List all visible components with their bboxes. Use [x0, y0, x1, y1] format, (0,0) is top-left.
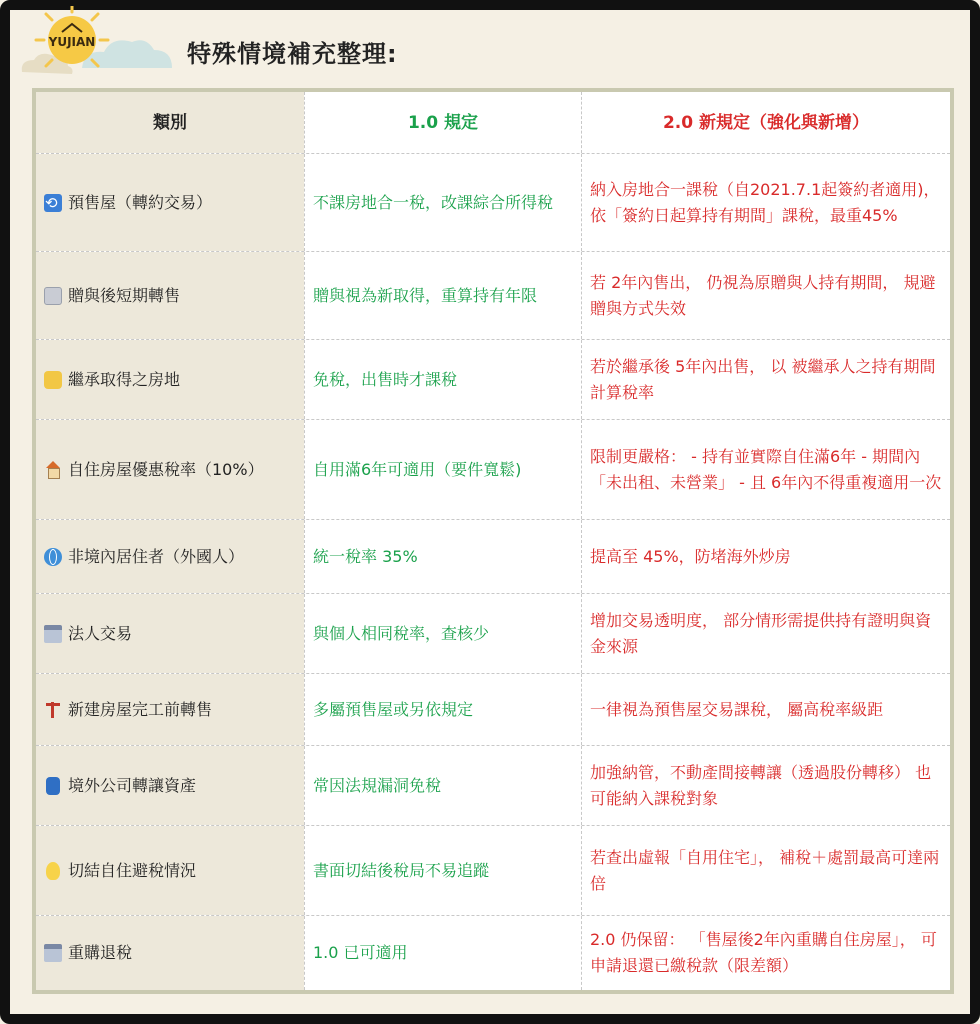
column-header-v1: 1.0 規定: [304, 92, 581, 153]
svg-text:YUJIAN: YUJIAN: [48, 35, 96, 49]
family-icon: [44, 371, 62, 389]
logo: [12, 6, 182, 86]
table-row: [36, 746, 950, 826]
table-row: [36, 154, 950, 252]
crane-icon: [44, 701, 62, 719]
table-row: [36, 252, 950, 340]
table-row: [36, 520, 950, 594]
table-row: [36, 420, 950, 520]
row-category: 贈與後短期轉售: [68, 285, 181, 305]
document-icon: [44, 287, 62, 305]
row-category: 切結自住避稅情況: [68, 860, 197, 880]
row-v1: 不課房地合一稅，改課綜合所得稅: [304, 154, 581, 251]
row-v1: 書面切結後稅局不易追蹤: [304, 826, 581, 915]
column-header-v2: 2.0 新規定（強化與新增）: [581, 92, 950, 153]
row-v2: 若 2年內售出， 仍視為原贈與人持有期間， 規避贈與方式失效: [581, 252, 950, 339]
table-row: [36, 674, 950, 746]
row-category: 重購退稅: [68, 943, 133, 962]
table-row: [36, 594, 950, 674]
row-v1: 常因法規漏洞免稅: [304, 746, 581, 825]
table-row: [36, 916, 950, 990]
row-v2: 2.0 仍保留： 「售屋後2年內重購自住房屋」， 可申請退還已繳稅款（限差額）: [581, 916, 950, 990]
row-category: 新建房屋完工前轉售: [68, 699, 213, 719]
row-v2: 一律視為預售屋交易課稅， 屬高稅率級距: [581, 674, 950, 745]
row-category: 預售屋（轉約交易）: [68, 192, 213, 212]
table-row: [36, 826, 950, 916]
column-header-category: 類別: [36, 92, 304, 153]
house-icon: [44, 461, 62, 479]
row-v1: 自用滿6年可適用（要件寬鬆): [304, 420, 581, 519]
row-v2: 提高至 45%，防堵海外炒房: [581, 520, 950, 593]
row-v1: 統一稅率 35%: [304, 520, 581, 593]
bank-icon: [44, 625, 62, 643]
row-category: 法人交易: [68, 623, 133, 643]
row-v2: 若於繼承後 5年內出售， 以 被繼承人之持有期間計算稅率: [581, 340, 950, 419]
row-v1: 免稅，出售時才課稅: [304, 340, 581, 419]
repeat-icon: [44, 194, 62, 212]
row-category: 繼承取得之房地: [68, 369, 181, 389]
table-header-row: [36, 92, 950, 154]
globe-icon: [44, 548, 62, 566]
header: [12, 6, 962, 86]
row-v1: 1.0 已可適用: [304, 916, 581, 990]
row-v1: 贈與視為新取得，重算持有年限: [304, 252, 581, 339]
row-category: 境外公司轉讓資產: [68, 775, 197, 795]
row-category: 非境內居住者（外國人）: [68, 546, 245, 566]
row-v2: 納入房地合一課稅（自2021.7.1起簽約者適用)，依「簽約日起算持有期間」課稅，最重45%: [581, 154, 950, 251]
page-title: 特殊情境補充整理:: [187, 40, 398, 68]
lightbulb-icon: [46, 862, 60, 880]
bank-icon: [44, 944, 62, 962]
row-v1: 與個人相同稅率，查核少: [304, 594, 581, 673]
table-row: [36, 340, 950, 420]
row-v2: 若查出虛報「自用住宅」， 補稅＋處罰最高可達兩倍: [581, 826, 950, 915]
row-v2: 加強納管，不動產間接轉讓（透過股份轉移） 也可能納入課稅對象: [581, 746, 950, 825]
row-category: 自住房屋優惠稅率（10%）: [68, 459, 264, 479]
row-v2: 增加交易透明度， 部分情形需提供持有證明與資金來源: [581, 594, 950, 673]
luggage-icon: [46, 777, 60, 795]
row-v2: 限制更嚴格： - 持有並實際自住滿6年 - 期間內「未出租、未營業」 - 且 6年內不得重複適用一次: [581, 420, 950, 519]
row-v1: 多屬預售屋或另依規定: [304, 674, 581, 745]
comparison-table: [32, 88, 954, 994]
